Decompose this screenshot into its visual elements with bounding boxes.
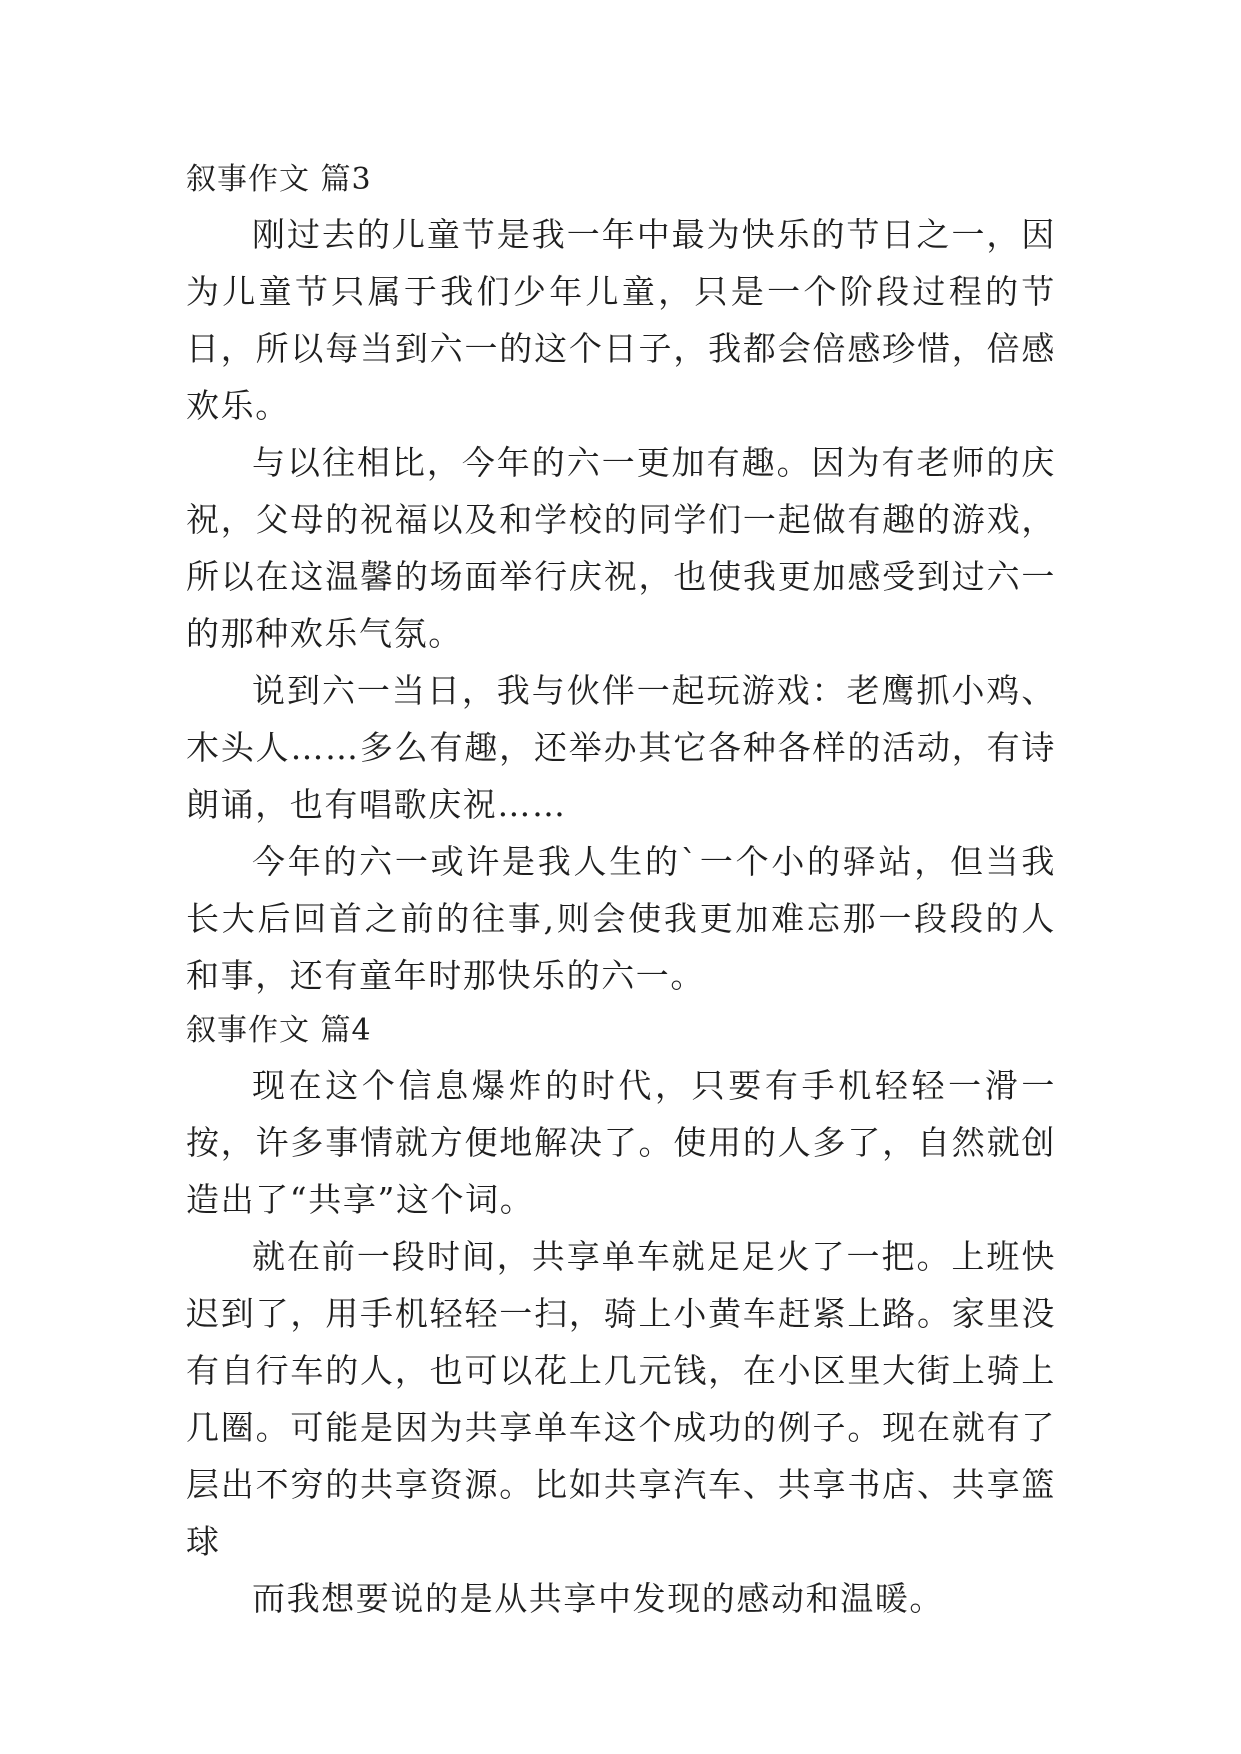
section-heading: 叙事作文 篇4: [186, 1013, 372, 1048]
document-page: [186, 153, 1056, 1627]
paragraph: 刚过去的儿童节是我一年中最为快乐的节日之一，因为儿童节只属于我们少年儿童，只是一个阶段过程的节日，所以每当到六一的这个日子，我都会倍感珍惜，倍感欢乐。: [186, 215, 1056, 425]
section-heading: 叙事作文 篇3: [186, 162, 372, 197]
paragraph: 就在前一段时间，共享单车就足足火了一把。上班快迟到了，用手机轻轻一扫，骑上小黄车赶紧上路。家里没有自行车的人，也可以花上几元钱，在小区里大街上骑上几圈。可能是因为共享单车这个成功的例子。现在就有了层出不穷的共享资源。比如共享汽车、共享书店、共享篮球: [186, 1237, 1056, 1561]
paragraph: 而我想要说的是从共享中发现的感动和温暖。: [252, 1579, 944, 1618]
paragraph: 现在这个信息爆炸的时代，只要有手机轻轻一滑一按，许多事情就方便地解决了。使用的人多了，自然就创造出了“共享”这个词。: [186, 1066, 1056, 1219]
paragraph: 说到六一当日，我与伙伴一起玩游戏：老鹰抓小鸡、木头人……多么有趣，还举办其它各种各样的活动，有诗朗诵，也有唱歌庆祝……: [186, 671, 1056, 824]
essay-section-3: [186, 153, 1056, 1004]
paragraph: 与以往相比，今年的六一更加有趣。因为有老师的庆祝，父母的祝福以及和学校的同学们一起做有趣的游戏，所以在这温馨的场面举行庆祝，也使我更加感受到过六一的那种欢乐气氛。: [186, 443, 1056, 653]
paragraph: 今年的六一或许是我人生的`一个小的驿站，但当我长大后回首之前的往事,则会使我更加难忘那一段段的人和事，还有童年时那快乐的六一。: [186, 842, 1056, 995]
essay-section-4: [186, 1004, 1056, 1627]
